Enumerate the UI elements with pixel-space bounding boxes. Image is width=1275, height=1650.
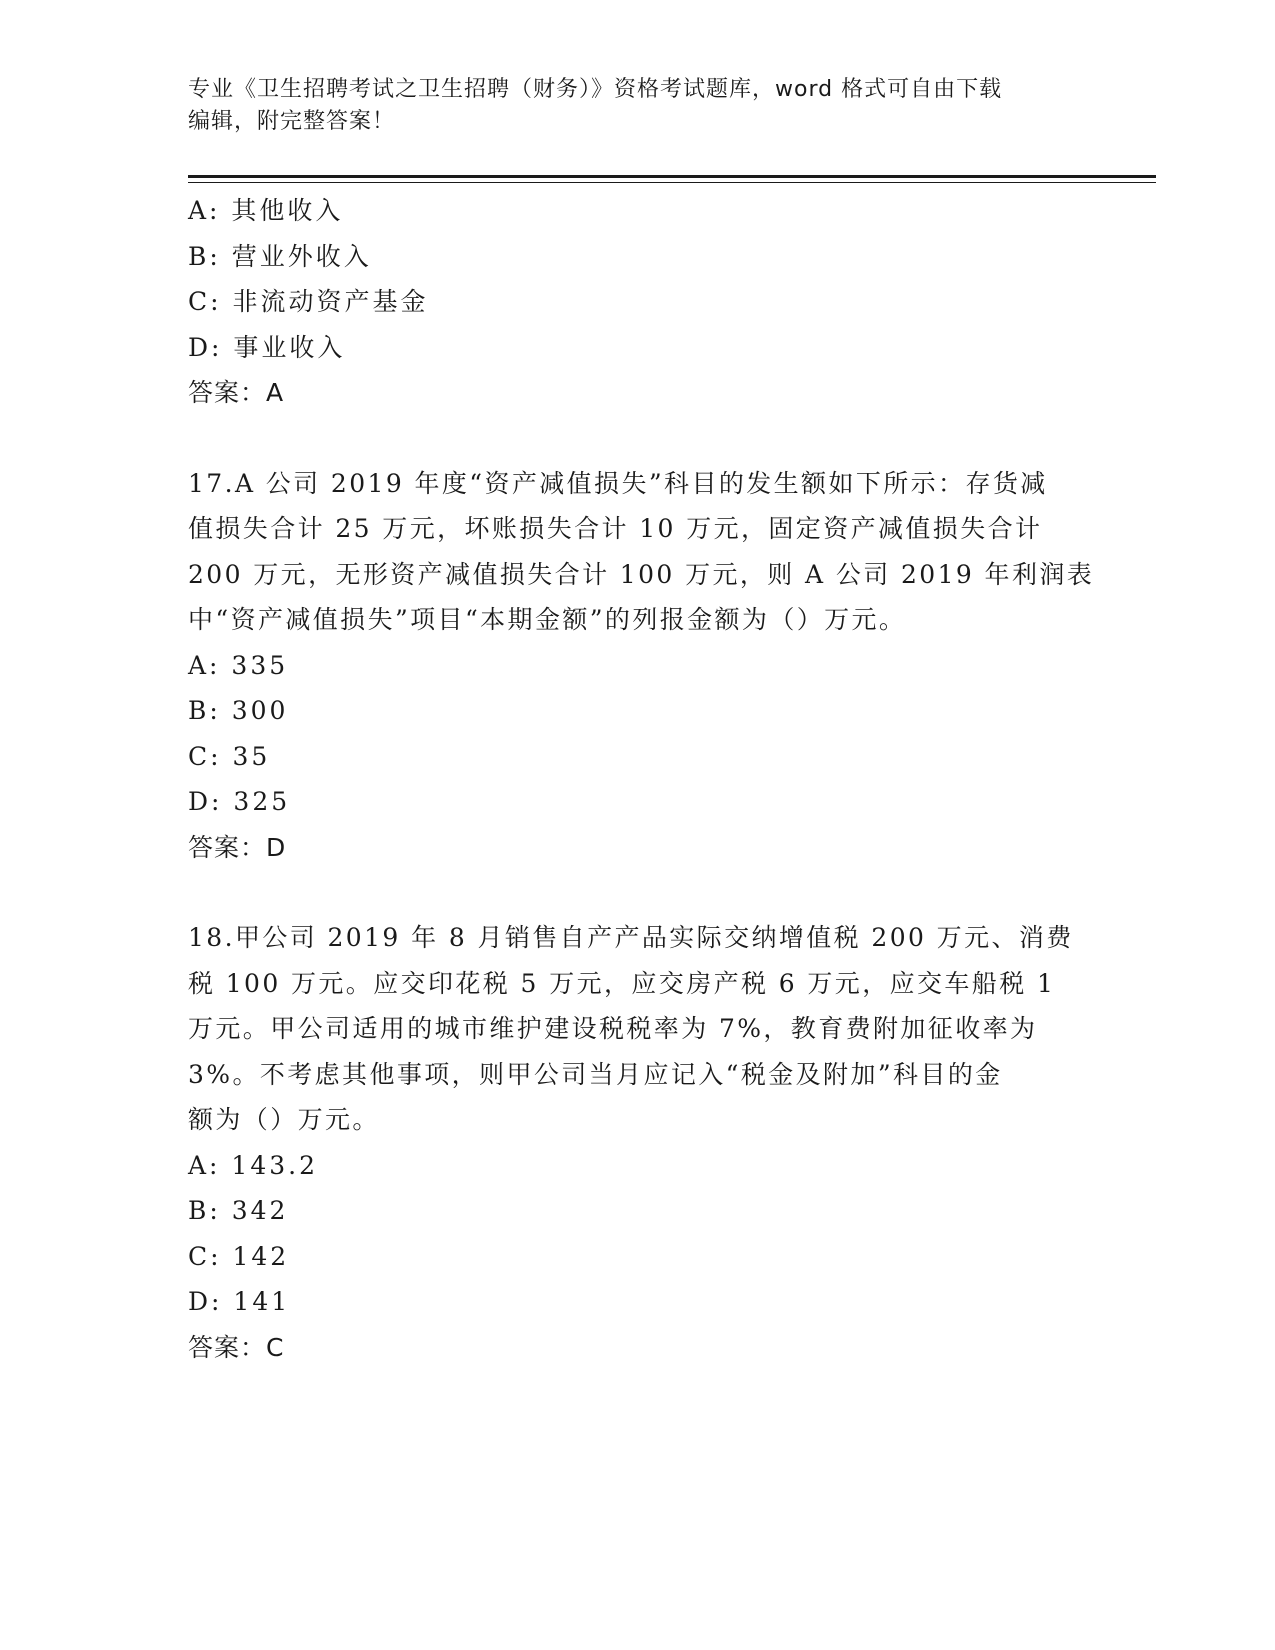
question-text-line: 3%。不考虑其他事项，则甲公司当月应记入“税金及附加”科目的金 (188, 1059, 1003, 1089)
option-a: A: 其他收入 (188, 196, 344, 225)
question-17 (188, 461, 1095, 871)
question-18 (188, 915, 1088, 1370)
option-a: A: 335 (188, 650, 289, 680)
question-text-line: 中“资产减值损失”项目“本期金额”的列报金额为（）万元。 (188, 605, 907, 634)
option-c: C: 非流动资产基金 (188, 287, 429, 316)
header-rule-thin (188, 182, 1156, 183)
answer: 答案：D (188, 832, 287, 862)
question-16 (188, 188, 1088, 416)
option-a: A: 143.2 (188, 1150, 318, 1180)
header-rule-thick (188, 175, 1156, 178)
question-text-line: 额为（）万元。 (188, 1105, 380, 1134)
option-d: D: 141 (188, 1287, 291, 1316)
answer: 答案：C (188, 1332, 285, 1362)
question-text-line: 税 100 万元。应交印花税 5 万元，应交房产税 6 万元，应交车船税 1 (188, 968, 1056, 998)
spacer (188, 416, 1088, 461)
option-c: C: 35 (188, 741, 271, 771)
spacer (188, 870, 1088, 915)
header-line-1: 专业《卫生招聘考试之卫生招聘（财务）》资格考试题库，word 格式可自由下载 (188, 77, 1003, 102)
question-list (188, 188, 1095, 1370)
question-text-line: 18.甲公司 2019 年 8 月销售自产产品实际交纳增值税 200 万元、消费 (188, 923, 1074, 952)
question-text-line: 17.A 公司 2019 年度“资产减值损失”科目的发生额如下所示：存货减 (188, 468, 1048, 498)
document-header (188, 74, 1078, 138)
header-line-2: 编辑，附完整答案！ (188, 109, 396, 134)
question-text-line: 200 万元，无形资产减值损失合计 100 万元，则 A 公司 2019 年利润表 (188, 559, 1095, 589)
option-b: B: 342 (188, 1196, 289, 1225)
option-b: B: 300 (188, 696, 289, 725)
question-text-line: 万元。甲公司适用的城市维护建设税税率为 7%，教育费附加征收率为 (188, 1014, 1038, 1043)
option-d: D: 325 (188, 787, 291, 816)
question-text-line: 值损失合计 25 万元，坏账损失合计 10 万元，固定资产减值损失合计 (188, 514, 1043, 543)
option-d: D: 事业收入 (188, 332, 346, 362)
option-b: B: 营业外收入 (188, 241, 372, 271)
option-c: C: 142 (188, 1241, 290, 1271)
answer: 答案：A (188, 378, 285, 407)
